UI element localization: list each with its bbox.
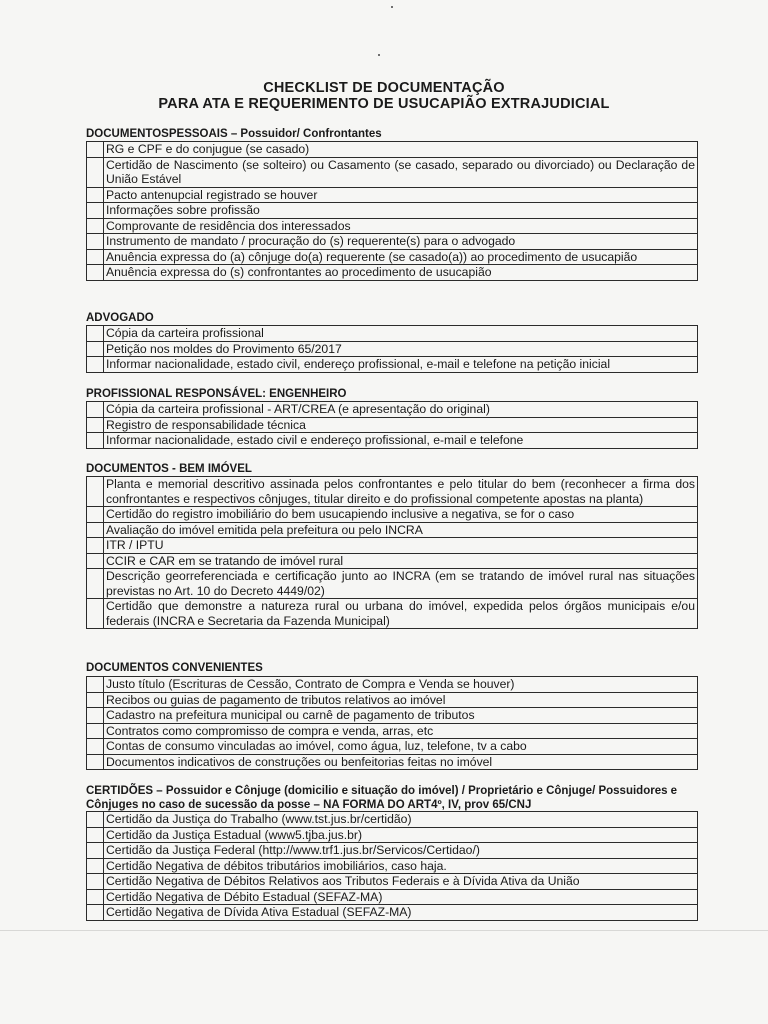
checklist-row — [87, 569, 698, 599]
checklist-table-advogado — [86, 325, 698, 373]
checklist-row — [87, 142, 698, 158]
checklist-table-pessoais — [86, 141, 698, 281]
checklist-item-text: Avaliação do imóvel emitida pela prefeitura ou pelo INCRA — [104, 522, 698, 538]
checklist-item-text: Informar nacionalidade, estado civil, endereço profissional, e-mail e telefone na petição inicial — [104, 357, 698, 373]
checkbox-cell — [87, 677, 104, 693]
document-title-line1: CHECKLIST DE DOCUMENTAÇÃO — [263, 80, 505, 96]
checklist-item-text: Documentos indicativos de construções ou benfeitorias feitas no imóvel — [104, 754, 698, 770]
checklist-item-text: Registro de responsabilidade técnica — [104, 417, 698, 433]
checklist-item-text: Certidão da Justiça Estadual (www5.tjba.jus.br) — [104, 827, 698, 843]
checkbox-cell — [87, 507, 104, 523]
checklist-row — [87, 889, 698, 905]
checklist-table-imovel — [86, 476, 698, 629]
checklist-row — [87, 843, 698, 859]
checklist-table-certidoes — [86, 811, 698, 921]
checkbox-cell — [87, 692, 104, 708]
checklist-row — [87, 203, 698, 219]
checklist-row — [87, 905, 698, 921]
checkbox-cell — [87, 739, 104, 755]
checklist-row — [87, 402, 698, 418]
checklist-table-engenheiro — [86, 401, 698, 449]
section-heading-convenientes: DOCUMENTOS CONVENIENTES — [86, 662, 263, 674]
checkbox-cell — [87, 827, 104, 843]
checklist-row — [87, 234, 698, 250]
section-heading-engenheiro: PROFISSIONAL RESPONSÁVEL: ENGENHEIRO — [86, 388, 347, 400]
checklist-item-text: Certidão Negativa de Dívida Ativa Estadual (SEFAZ-MA) — [104, 905, 698, 921]
checklist-row — [87, 218, 698, 234]
section-heading-advogado: ADVOGADO — [86, 312, 154, 324]
checklist-item-text: Certidão da Justiça Federal (http://www.trf1.jus.br/Servicos/Certidao/) — [104, 843, 698, 859]
checklist-row — [87, 357, 698, 373]
checklist-row — [87, 858, 698, 874]
checkbox-cell — [87, 553, 104, 569]
checklist-item-text: Informar nacionalidade, estado civil e endereço profissional, e-mail e telefone — [104, 433, 698, 449]
checklist-row — [87, 553, 698, 569]
checklist-row — [87, 326, 698, 342]
checklist-item-text: Justo título (Escrituras de Cessão, Contrato de Compra e Venda se houver) — [104, 677, 698, 693]
checkbox-cell — [87, 723, 104, 739]
checklist-item-text: Petição nos moldes do Provimento 65/2017 — [104, 341, 698, 357]
checkbox-cell — [87, 402, 104, 418]
checkbox-cell — [87, 843, 104, 859]
checklist-row — [87, 341, 698, 357]
checkbox-cell — [87, 599, 104, 629]
checkbox-cell — [87, 249, 104, 265]
checkbox-cell — [87, 538, 104, 554]
checkbox-cell — [87, 326, 104, 342]
checklist-row — [87, 739, 698, 755]
checkbox-cell — [87, 858, 104, 874]
checklist-item-text: Cópia da carteira profissional - ART/CREA (e apresentação do original) — [104, 402, 698, 418]
checklist-row — [87, 187, 698, 203]
checklist-item-text: Pacto antenupcial registrado se houver — [104, 187, 698, 203]
checkbox-cell — [87, 357, 104, 373]
checkbox-cell — [87, 905, 104, 921]
checklist-row — [87, 507, 698, 523]
checklist-row — [87, 708, 698, 724]
checkbox-cell — [87, 218, 104, 234]
checklist-row — [87, 723, 698, 739]
checklist-item-text: Certidão do registro imobiliário do bem usucapiendo inclusive a negativa, se for o caso — [104, 507, 698, 523]
checklist-item-text: Recibos ou guias de pagamento de tributos relativos ao imóvel — [104, 692, 698, 708]
section-heading-imovel: DOCUMENTOS - BEM IMÓVEL — [86, 463, 252, 475]
checklist-item-text: Certidão da Justiça do Trabalho (www.tst.jus.br/certidão) — [104, 812, 698, 828]
checklist-row — [87, 265, 698, 281]
checklist-item-text: Anuência expressa do (s) confrontantes ao procedimento de usucapião — [104, 265, 698, 281]
scan-speck — [378, 54, 380, 56]
checklist-item-text: Comprovante de residência dos interessados — [104, 218, 698, 234]
checkbox-cell — [87, 341, 104, 357]
section-heading-pessoais: DOCUMENTOSPESSOAIS – Possuidor/ Confrontantes — [86, 128, 382, 140]
checkbox-cell — [87, 203, 104, 219]
checklist-item-text: Certidão que demonstre a natureza rural ou urbana do imóvel, expedida pelos órgãos municipais e/ou federais (INCRA e Secretaria da Fazenda Municipal) — [104, 599, 698, 629]
checklist-row — [87, 599, 698, 629]
checklist-row — [87, 754, 698, 770]
checkbox-cell — [87, 234, 104, 250]
checkbox-cell — [87, 187, 104, 203]
checkbox-cell — [87, 417, 104, 433]
checkbox-cell — [87, 569, 104, 599]
checklist-item-text: Contas de consumo vinculadas ao imóvel, como água, luz, telefone, tv a cabo — [104, 739, 698, 755]
checklist-item-text: Certidão Negativa de Débitos Relativos aos Tributos Federais e à Dívida Ativa da União — [104, 874, 698, 890]
checklist-row — [87, 812, 698, 828]
checklist-item-text: ITR / IPTU — [104, 538, 698, 554]
checklist-row — [87, 417, 698, 433]
checkbox-cell — [87, 889, 104, 905]
checkbox-cell — [87, 754, 104, 770]
checkbox-cell — [87, 157, 104, 187]
document-title-line2: PARA ATA E REQUERIMENTO DE USUCAPIÃO EXTRAJUDICIAL — [158, 96, 610, 112]
checkbox-cell — [87, 708, 104, 724]
checklist-item-text: Informações sobre profissão — [104, 203, 698, 219]
checklist-row — [87, 477, 698, 507]
checklist-row — [87, 874, 698, 890]
checklist-row — [87, 433, 698, 449]
checklist-item-text: Certidão Negativa de Débito Estadual (SEFAZ-MA) — [104, 889, 698, 905]
checkbox-cell — [87, 142, 104, 158]
checkbox-cell — [87, 522, 104, 538]
checklist-item-text: Certidão Negativa de débitos tributários imobiliários, caso haja. — [104, 858, 698, 874]
checklist-row — [87, 692, 698, 708]
checklist-item-text: Contratos como compromisso de compra e venda, arras, etc — [104, 723, 698, 739]
checklist-item-text: Descrição georreferenciada e certificação junto ao INCRA (em se tratando de imóvel rural nas situações previstas no Art. 10 do Decreto 4449/02) — [104, 569, 698, 599]
checklist-row — [87, 827, 698, 843]
checklist-row — [87, 538, 698, 554]
checklist-row — [87, 677, 698, 693]
checklist-row — [87, 522, 698, 538]
checklist-item-text: Cadastro na prefeitura municipal ou carnê de pagamento de tributos — [104, 708, 698, 724]
section-heading-certidoes: CERTIDÕES – Possuidor e Cônjuge (domicilio e situação do imóvel) / Proprietário e Cônjuge/ Possuidores e Cônjuges no caso de sucessão da posse – NA FORMA DO ART4º, IV, prov 65/CNJ — [86, 785, 678, 811]
scan-edge-line — [0, 930, 768, 931]
checklist-item-text: Certidão de Nascimento (se solteiro) ou Casamento (se casado, separado ou divorciado) ou Declaração de União Estável — [104, 157, 698, 187]
checklist-table-convenientes — [86, 676, 698, 770]
checkbox-cell — [87, 433, 104, 449]
checklist-item-text: CCIR e CAR em se tratando de imóvel rural — [104, 553, 698, 569]
checklist-row — [87, 249, 698, 265]
checklist-item-text: Instrumento de mandato / procuração do (s) requerente(s) para o advogado — [104, 234, 698, 250]
checklist-item-text: Cópia da carteira profissional — [104, 326, 698, 342]
scan-speck — [391, 6, 393, 8]
checklist-item-text: Planta e memorial descritivo assinada pelos confrontantes e pelo titular do bem (reconhecer a firma dos confrontantes e respectivos cônjuges, titular direito e do profissional competente apostas na planta) — [104, 477, 698, 507]
checklist-item-text: Anuência expressa do (a) cônjuge do(a) requerente (se casado(a)) ao procedimento de usucapião — [104, 249, 698, 265]
checkbox-cell — [87, 874, 104, 890]
checkbox-cell — [87, 812, 104, 828]
checkbox-cell — [87, 477, 104, 507]
checklist-item-text: RG e CPF e do conjugue (se casado) — [104, 142, 698, 158]
checklist-row — [87, 157, 698, 187]
checkbox-cell — [87, 265, 104, 281]
